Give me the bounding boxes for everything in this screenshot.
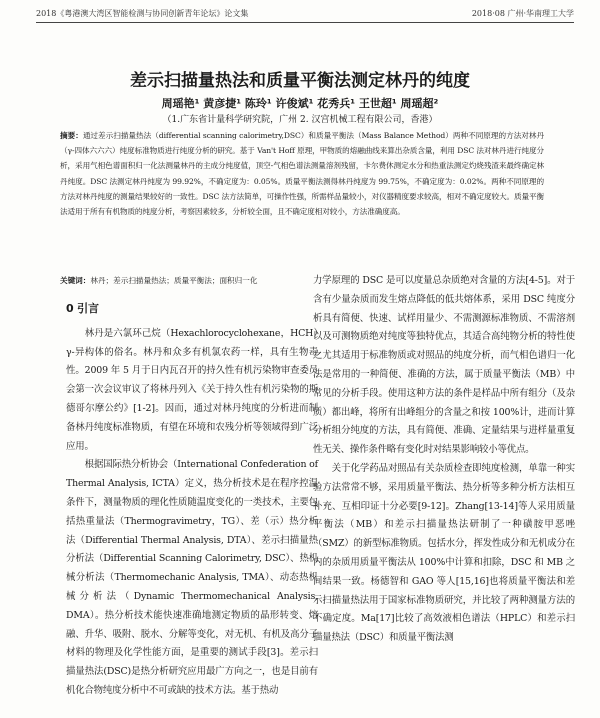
body-paragraph: 力学原理的 DSC 是可以度量总杂质绝对含量的方法[4-5]。对于含有少量杂质而发生熔点降低的低共熔体系，采用 DSC 纯度分析具有简便、快速、试样用量少、不需测源标准物质、不需溶剂以及可测物质绝对纯度等独特优点，其适合高纯物分析的特性使之尤其适用于标准物质或对照品的纯度分析，而气相色谱归一化法是常用的一种简便、准确的方法，属于质量平衡法（MB）中常见的分析手段。使用这种方法的条件是样品中所有组分（及杂质）都出峰，将所有出峰组分的含量之和按 100%计，进而计算分析组分纯度的方法，具有简便、准确、定量结果与进样量重复性无关、操作条件略有变化时对结果影响较小等优点。 bbox=[313, 275, 575, 456]
keywords-text: 林丹；差示扫描量热法；质量平衡法；面积归一化 bbox=[90, 276, 258, 285]
body-paragraph: 关于化学药品对照品有关杂质检查即纯度检测，单靠一种实验方法常常不够，采用质量平衡法、热分析等多种分析方法相互补充、互相印证十分必要[9-12]。Zhang[13-14]等人采用质量平衡法（MB）和差示扫描量热法研制了一种磺胺甲恶唑（SMZ）的新型标准物质。包括水分，挥发性成分和无机成分在内的杂质用质量平衡法从 100%中计算和扣除，DSC 和 MB 之间结果一致。杨德智和 GAO 等人[15,16]也将质量平衡法和差示扫描量热法用于国家标准物质研究，并比较了两种测量方法的不确定度。Ma[17]比较了高效液相色谱法（HPLC）和差示扫描量热法（DSC）和质量平衡法测 bbox=[313, 462, 575, 644]
body-paragraph: 根据国际热分析协会（International Confederation of Thermal Analysis, ICTA）定义，热分析技术是在程序控温条件下，测量物质的理化性质随温度变化的一类技术，主要包括热重量法（Thermogravimetry，TG）、差（示）热分析法（Differential Thermal Analysis, DTA）、差示扫描量热分析法（Differential Scanning Calorimetry, DSC）、热机械分析法（Thermomechanic Analysis, TMA）、动态热机械分析法（Dynamic Thermomechanical Analysis, DMA）。热分析技术能快速准确地测定物质的晶形转变、熔融、升华、吸附、脱水、分解等变化，对无机、有机及高分子材料的物理及化学性能方面，是重要的测试手段[3]。差示扫描量热法(DSC)是热分析研究应用最广方向之一，也是目前有机化合物纯度分析中不可或缺的技术方法。基于热动 bbox=[66, 459, 318, 696]
abstract-label: 摘要： bbox=[60, 131, 83, 140]
abstract-text: 通过差示扫描量热法（differential scanning calorimetry,DSC）和质量平衡法（Mass Balance Method）两种不同原理的方法对林丹（γ-四体六六六）纯度标准物质进行纯度分析的研究。基于 Van't Hoff 原理，甲物质的熔融曲线来算出杂质含量，利用 DSC 法对林丹进行纯度分析，采用气相色谱面积归一化法测量林丹的主成分纯度值，顶空-气相色谱法测量溶剂残留，卡尔费休测定水分和热重法测定灼烧残渣来最终确定林丹纯度。DSC 法测定林丹纯度为 99.92%，不确定度为：0.05%。质量平衡法测得林丹纯度为 99.75%，不确定度为：0.02%。两种不同原理的方法对林丹纯度的测量结果较好的一致性。DSC 法方法简单，可操作性强，所需样品量较小，对仪器精度要求较高，相对不确定度较大。质量平衡法适用于所有有机物质的纯度分析，考察因素较多，分析较全面，且不确定度相对较小，方法准确度高。 bbox=[60, 131, 544, 217]
section-heading-intro: 0 引言 bbox=[66, 302, 99, 315]
running-header bbox=[36, 8, 574, 23]
paper-title: 差示扫描量热法和质量平衡法测定林丹的纯度 bbox=[130, 71, 470, 91]
abstract bbox=[60, 128, 544, 219]
keywords-label: 关键词： bbox=[60, 276, 91, 285]
affiliation: （1.广东省计量科学研究院，广州 2. 汉宫机械工程有限公司，香港） bbox=[162, 115, 438, 125]
body-paragraph: 林丹是六氯环己烷（Hexachlorocyclohexane，HCH）γ-异构体的俗名。林丹和众多有机氯农药一样，具有生物毒性。2009 年 5 月于日内瓦召开的持久性有机污染物审查委员会第一次会议审议了将林丹列入《关于持久性有机污染物的斯德哥尔摩公约》[1-2]。因而，通过对林丹纯度的分析进而制备林丹纯度标准物质，有望在环境和农残分析等领域得到广泛应用。 bbox=[66, 327, 318, 452]
author-list: 周瑶艳¹ 黄彦捷¹ 陈玲¹ 许俊斌¹ 花秀兵¹ 王世超¹ 周瑶超² bbox=[161, 97, 439, 110]
header-right: 2018·08 广州·华南理工大学 bbox=[471, 9, 574, 18]
header-left: 2018《粤港澳大湾区智能检测与协同创新青年论坛》论文集 bbox=[36, 9, 249, 18]
left-column bbox=[66, 300, 318, 701]
right-column bbox=[313, 272, 575, 648]
